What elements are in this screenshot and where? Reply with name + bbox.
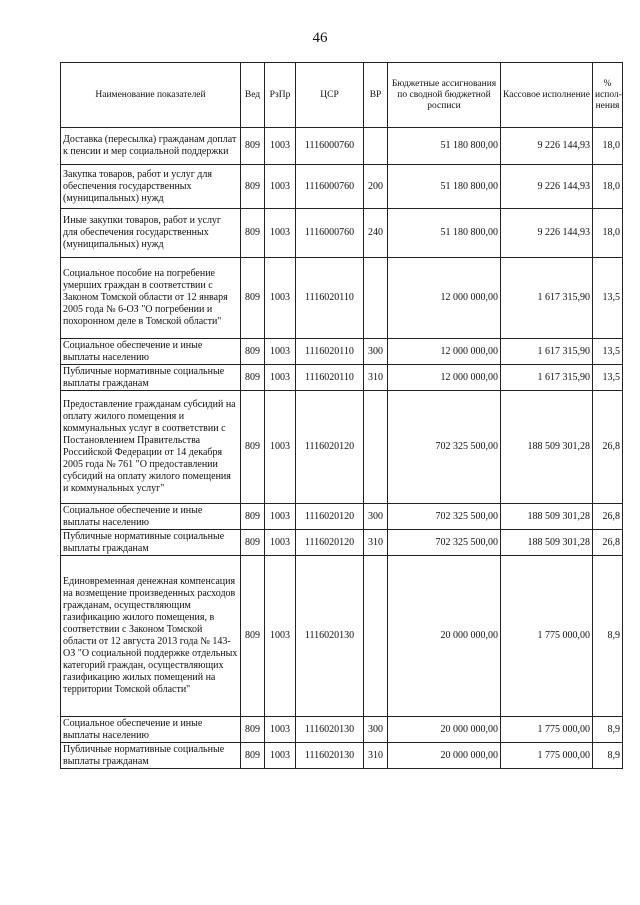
- table-cell-ved: 809: [241, 165, 265, 209]
- table-cell-name: Социальное обеспечение и иные выплаты населению: [61, 717, 241, 743]
- header-name: Наименование показателей: [61, 63, 241, 128]
- table-cell-rzpr: 1003: [265, 717, 296, 743]
- table-cell-ved: 809: [241, 556, 265, 717]
- table-cell-pct: 18,0: [593, 165, 623, 209]
- table-row: [61, 504, 623, 530]
- table-cell-pct: 26,8: [593, 504, 623, 530]
- header-cash: Кассовое исполнение: [501, 63, 593, 128]
- table-cell-vr: [364, 391, 388, 504]
- table-cell-ved: 809: [241, 128, 265, 165]
- table-cell-name: Доставка (пересылка) гражданам доплат к пенсии и мер социальной поддержки: [61, 128, 241, 165]
- table-cell-ved: 809: [241, 391, 265, 504]
- table-cell-csr: 1116020110: [296, 339, 364, 365]
- table-row: [61, 556, 623, 717]
- table-cell-budget: 702 325 500,00: [388, 504, 501, 530]
- header-budget: Бюджетные ассигнования по сводной бюджетной росписи: [388, 63, 501, 128]
- table-cell-vr: 300: [364, 339, 388, 365]
- table-cell-vr: [364, 128, 388, 165]
- table-cell-cash: 9 226 144,93: [501, 128, 593, 165]
- table-cell-vr: 300: [364, 717, 388, 743]
- table-cell-budget: 20 000 000,00: [388, 556, 501, 717]
- table-cell-pct: 13,5: [593, 365, 623, 391]
- table-cell-vr: 240: [364, 209, 388, 258]
- header-vr: ВР: [364, 63, 388, 128]
- table-cell-cash: 188 509 301,28: [501, 530, 593, 556]
- table-cell-csr: 1116020110: [296, 258, 364, 339]
- table-cell-cash: 1 775 000,00: [501, 556, 593, 717]
- table-cell-vr: 200: [364, 165, 388, 209]
- table-cell-name: Публичные нормативные социальные выплаты гражданам: [61, 530, 241, 556]
- table-row: [61, 391, 623, 504]
- table-cell-pct: 13,5: [593, 258, 623, 339]
- table-cell-cash: 1 775 000,00: [501, 717, 593, 743]
- table-cell-ved: 809: [241, 209, 265, 258]
- table-cell-csr: 1116020130: [296, 717, 364, 743]
- table-cell-name: Иные закупки товаров, работ и услуг для обеспечения государственных (муниципальных) нужд: [61, 209, 241, 258]
- table-cell-ved: 809: [241, 365, 265, 391]
- table-cell-budget: 51 180 800,00: [388, 165, 501, 209]
- table-cell-budget: 12 000 000,00: [388, 365, 501, 391]
- table-cell-cash: 1 617 315,90: [501, 339, 593, 365]
- table-cell-budget: 20 000 000,00: [388, 717, 501, 743]
- table-cell-name: Публичные нормативные социальные выплаты гражданам: [61, 365, 241, 391]
- table-cell-ved: 809: [241, 530, 265, 556]
- table-cell-budget: 51 180 800,00: [388, 128, 501, 165]
- header-ved: Вед: [241, 63, 265, 128]
- table-cell-vr: [364, 556, 388, 717]
- table-cell-vr: 310: [364, 365, 388, 391]
- table-cell-cash: 1 617 315,90: [501, 258, 593, 339]
- table-cell-rzpr: 1003: [265, 339, 296, 365]
- table-cell-pct: 8,9: [593, 556, 623, 717]
- table-cell-ved: 809: [241, 504, 265, 530]
- table-cell-pct: 26,8: [593, 391, 623, 504]
- table-cell-ved: 809: [241, 339, 265, 365]
- table-row: [61, 530, 623, 556]
- table-cell-budget: 12 000 000,00: [388, 258, 501, 339]
- table-cell-csr: 1116020130: [296, 556, 364, 717]
- table-row: [61, 365, 623, 391]
- table-row: [61, 165, 623, 209]
- table-cell-pct: 18,0: [593, 128, 623, 165]
- table-header-row: [61, 63, 623, 128]
- table-cell-csr: 1116000760: [296, 165, 364, 209]
- table-cell-cash: 9 226 144,93: [501, 209, 593, 258]
- table-cell-name: Публичные нормативные социальные выплаты гражданам: [61, 743, 241, 769]
- budget-execution-table: [60, 62, 623, 769]
- page-number: 46: [312, 30, 328, 46]
- table-cell-name: Социальное обеспечение и иные выплаты населению: [61, 504, 241, 530]
- table-cell-rzpr: 1003: [265, 556, 296, 717]
- table-row: [61, 339, 623, 365]
- table-cell-rzpr: 1003: [265, 258, 296, 339]
- table-cell-pct: 18,0: [593, 209, 623, 258]
- table-cell-vr: 310: [364, 530, 388, 556]
- table-cell-csr: 1116020110: [296, 365, 364, 391]
- table-cell-budget: 702 325 500,00: [388, 391, 501, 504]
- table-cell-csr: 1116020120: [296, 504, 364, 530]
- table-cell-ved: 809: [241, 717, 265, 743]
- table-cell-ved: 809: [241, 743, 265, 769]
- table-cell-vr: [364, 258, 388, 339]
- table-cell-cash: 188 509 301,28: [501, 391, 593, 504]
- table-cell-csr: 1116020120: [296, 391, 364, 504]
- table-row: [61, 209, 623, 258]
- table-row: [61, 128, 623, 165]
- table-cell-rzpr: 1003: [265, 365, 296, 391]
- table-cell-csr: 1116020120: [296, 530, 364, 556]
- table-cell-cash: 188 509 301,28: [501, 504, 593, 530]
- table-cell-name: Социальное пособие на погребение умерших граждан в соответствии с Законом Томской области от 12 января 2005 года № 6-ОЗ "О погребении и похоронном деле в Томской области": [61, 258, 241, 339]
- table-cell-budget: 20 000 000,00: [388, 743, 501, 769]
- table-cell-cash: 1 617 315,90: [501, 365, 593, 391]
- table-cell-name: Единовременная денежная компенсация на возмещение произведенных расходов гражданам, осуществляющим газификацию жилого помещения, в соответствии с Законом Томской области от 12 августа 2013 года № 143-ОЗ "О социальной поддержке отдельных категорий граждан, осуществляющих газификацию жилых помещений на территории Томской области": [61, 556, 241, 717]
- table-cell-name: Социальное обеспечение и иные выплаты населению: [61, 339, 241, 365]
- table-cell-rzpr: 1003: [265, 165, 296, 209]
- table-cell-name: Закупка товаров, работ и услуг для обеспечения государственных (муниципальных) нужд: [61, 165, 241, 209]
- table-cell-csr: 1116020130: [296, 743, 364, 769]
- table-row: [61, 258, 623, 339]
- table-cell-vr: 300: [364, 504, 388, 530]
- table-cell-rzpr: 1003: [265, 504, 296, 530]
- table-cell-cash: 9 226 144,93: [501, 165, 593, 209]
- table-cell-budget: 51 180 800,00: [388, 209, 501, 258]
- table-cell-rzpr: 1003: [265, 391, 296, 504]
- table-row: [61, 743, 623, 769]
- table-cell-rzpr: 1003: [265, 209, 296, 258]
- table-cell-cash: 1 775 000,00: [501, 743, 593, 769]
- header-pct: % испол-нения: [593, 63, 623, 128]
- table-cell-rzpr: 1003: [265, 530, 296, 556]
- table-row: [61, 717, 623, 743]
- table-cell-budget: 702 325 500,00: [388, 530, 501, 556]
- table-cell-csr: 1116000760: [296, 209, 364, 258]
- table-cell-ved: 809: [241, 258, 265, 339]
- table-cell-vr: 310: [364, 743, 388, 769]
- table-cell-pct: 8,9: [593, 743, 623, 769]
- table-cell-pct: 26,8: [593, 530, 623, 556]
- table-cell-pct: 13,5: [593, 339, 623, 365]
- table-cell-rzpr: 1003: [265, 743, 296, 769]
- table-cell-name: Предоставление гражданам субсидий на оплату жилого помещения и коммунальных услуг в соответствии с Постановлением Правительства Российской Федерации от 14 декабря 2005 года № 761 "О предоставлении субсидий на оплату жилого помещения и коммунальных услуг": [61, 391, 241, 504]
- header-csr: ЦСР: [296, 63, 364, 128]
- table-cell-pct: 8,9: [593, 717, 623, 743]
- table-cell-budget: 12 000 000,00: [388, 339, 501, 365]
- table-cell-rzpr: 1003: [265, 128, 296, 165]
- table-cell-csr: 1116000760: [296, 128, 364, 165]
- header-rzpr: РзПр: [265, 63, 296, 128]
